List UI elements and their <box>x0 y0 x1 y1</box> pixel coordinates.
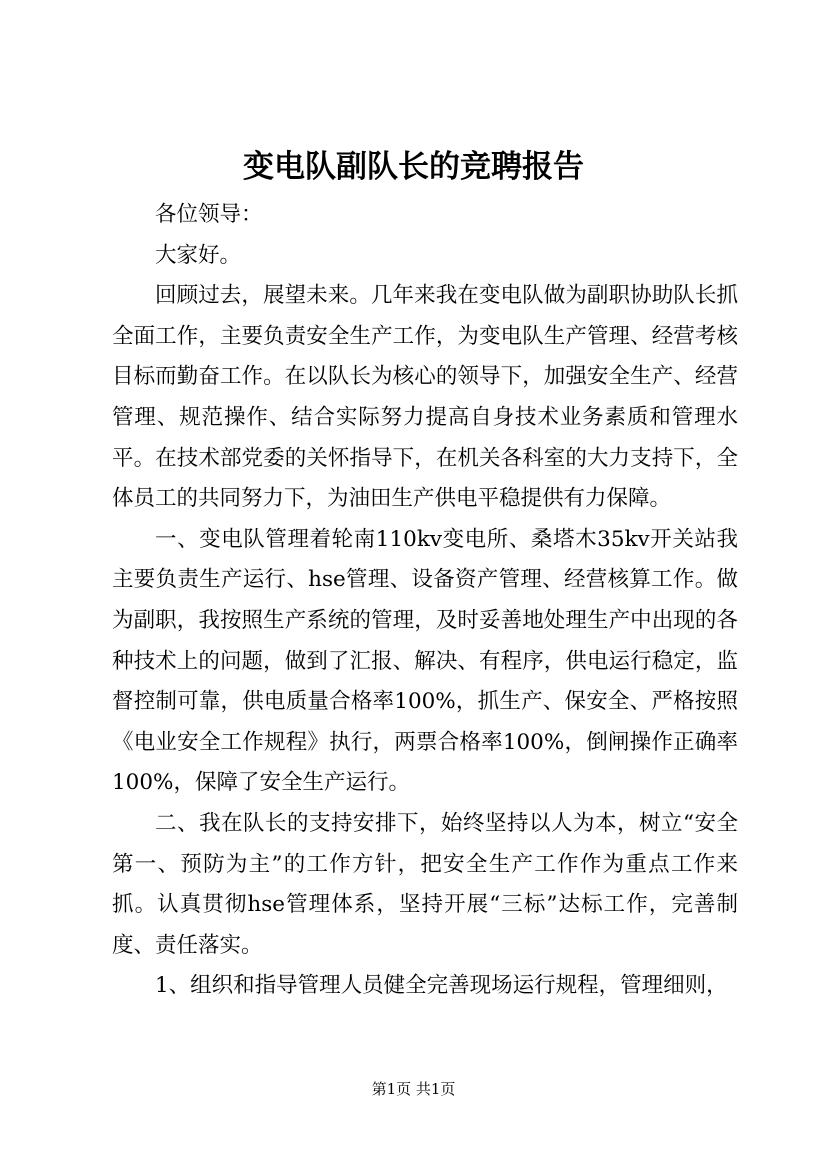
paragraph-item-one: 1、组织和指导管理人员健全完善现场运行规程，管理细则， <box>155 973 728 999</box>
paragraph-section-one: 一、变电队管理着轮南110kv变电所、桑塔木35kv开关站我主要负责生产运行、hse管理、设备资产管理、经营核算工作。做为副职，我按照生产系统的管理，及时妥善地处理生产中出现的各种技术上的问题，做到了汇报、解决、有程序，供电运行稳定，监督控制可靠，供电质量合格率100%，抓生产、保安全、严格按照《电业安全工作规程》执行，两票合格率100%，倒闸操作正确率100%，保障了安全生产运行。 <box>112 526 738 796</box>
paragraph-section-two: 二、我在队长的支持安排下，始终坚持以人为本，树立“安全第一、预防为主”的工作方针，把安全生产工作作为重点工作来抓。认真贯彻hse管理体系，坚持开展“三标”达标工作，完善制度、责任落实。 <box>112 810 738 958</box>
page-footer: 第1页 共1页 <box>371 1080 456 1098</box>
paragraph-greeting: 大家好。 <box>155 242 242 268</box>
paragraph-review: 回顾过去，展望未来。几年来我在变电队做为副职协助队长抓全面工作，主要负责安全生产工作，为变电队生产管理、经营考核目标而勤奋工作。在以队长为核心的领导下，加强安全生产、经营管理、规范操作、结合实际努力提高自身技术业务素质和管理水平。在技术部党委的关怀指导下，在机关各科室的大力支持下，全体员工的共同努力下，为油田生产供电平稳提供有力保障。 <box>112 283 738 512</box>
document-body <box>112 195 738 1007</box>
paragraph-salutation: 各位领导： <box>155 202 263 227</box>
document-title: 变电队副队长的竞聘报告 <box>243 149 584 185</box>
